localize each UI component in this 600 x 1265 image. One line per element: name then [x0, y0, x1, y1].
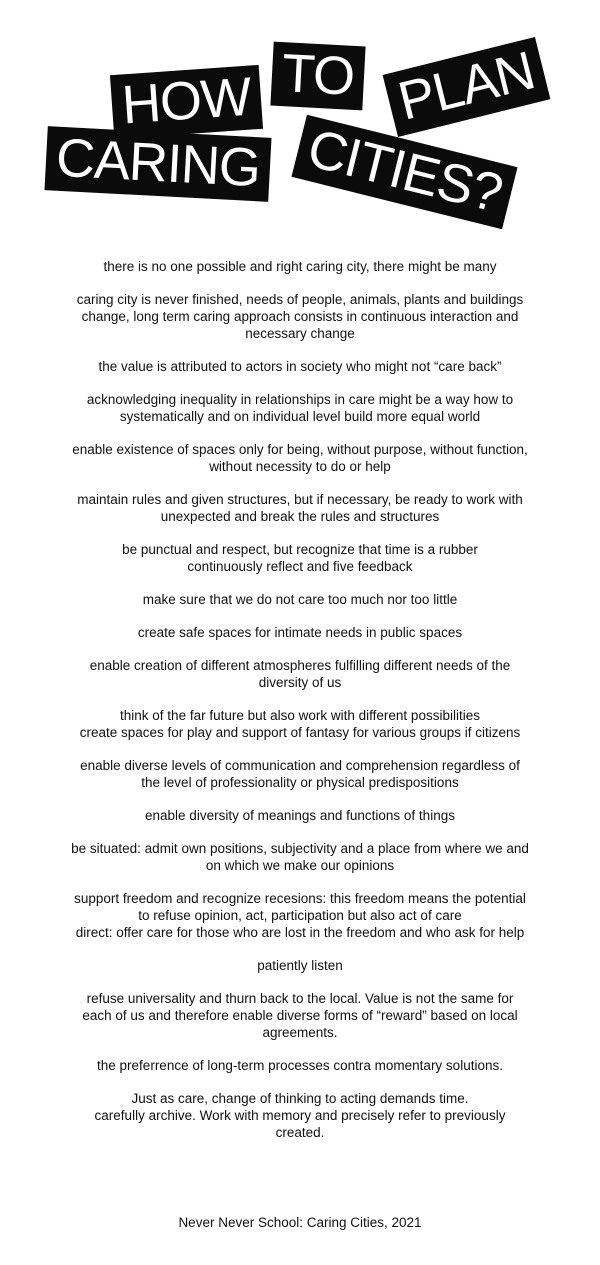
title-word-how: HOW — [110, 65, 263, 139]
statement: think of the far future but also work with different possibilities create spaces for play and support of fantasy for various groups if citizens — [79, 708, 521, 740]
statement: enable existence of spaces only for being, without purpose, without function, without necessity to do or help — [72, 442, 528, 474]
statement: create safe spaces for intimate needs in public spaces — [137, 625, 463, 640]
statement: acknowledging inequality in relationships in care might be a way how to systematically and on individual level build more equal world — [86, 392, 514, 424]
statement: refuse universality and thurn back to the local. Value is not the same for each of us and therefore enable diverse forms of “reward” based on local agreements. — [82, 991, 518, 1040]
title-word-plan: PLAN — [383, 37, 551, 137]
statement: there is no one possible and right caring city, there might be many — [103, 259, 497, 274]
title-word-to: TO — [270, 42, 365, 111]
statement: the preferrence of long-term processes contra momentary solutions. — [97, 1058, 503, 1073]
statement: patiently listen — [257, 958, 343, 973]
statement: enable diverse levels of communication and comprehension regardless of the level of professionality or physical predispositions — [80, 758, 520, 790]
statement: be situated: admit own positions, subjectivity and a place from where we and on which we make our opinions — [71, 841, 529, 873]
statement-list — [40, 258, 560, 1157]
statement: support freedom and recognize recesions: this freedom means the potential to refuse opinion, act, participation but also act of care direct: offer care for those who are lost in the freedom and who ask for help — [74, 891, 526, 940]
statement: make sure that we do not care too much nor too little — [142, 592, 458, 607]
statement: be punctual and respect, but recognize that time is a rubber continuously reflect and five feedback — [122, 542, 478, 574]
statement: enable diversity of meanings and functions of things — [145, 808, 455, 823]
title-word-caring: CARING — [44, 126, 271, 202]
title-word-cities: CITIES? — [291, 115, 517, 230]
statement: maintain rules and given structures, but if necessary, be ready to work with unexpected and break the rules and structures — [77, 492, 523, 524]
statement: Just as care, change of thinking to acting demands time. carefully archive. Work with memory and precisely refer to previously created. — [94, 1091, 506, 1140]
statement: caring city is never finished, needs of people, animals, plants and buildings change, long term caring approach consists in continuous interaction and necessary change — [76, 292, 524, 341]
footer-credit: Never Never School: Caring Cities, 2021 — [178, 1215, 422, 1230]
statement: enable creation of different atmospheres fulfilling different needs of the diversity of us — [89, 658, 511, 690]
statement: the value is attributed to actors in society who might not “care back” — [98, 359, 502, 374]
